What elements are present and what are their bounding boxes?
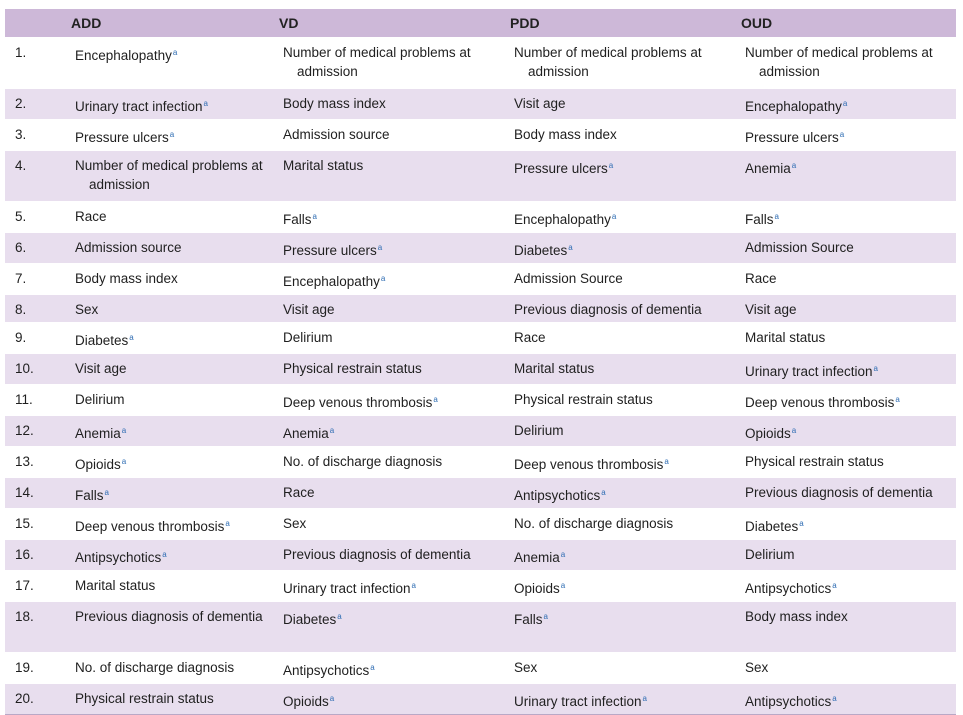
cell-text: Marital status	[745, 330, 826, 345]
cell-pdd	[506, 540, 737, 571]
cell-text: Delirium	[283, 330, 333, 345]
cell-text: Admission source	[283, 127, 390, 142]
cell-oud	[737, 89, 956, 120]
footnote-mark: a	[162, 550, 167, 559]
cell-pdd	[506, 602, 737, 653]
cell-vd	[275, 478, 506, 509]
footnote-mark: a	[791, 426, 797, 435]
rank-cell: 1.	[5, 38, 67, 89]
cell-text: Pressure ulcers$^a$	[75, 130, 175, 145]
cell-oud	[737, 323, 956, 354]
cell-add	[67, 202, 275, 233]
cell-text: Anemia$^a$	[745, 161, 797, 176]
header-add: ADD	[67, 9, 275, 38]
cell-pdd	[506, 202, 737, 233]
cell-vd	[275, 89, 506, 120]
cell-oud	[737, 120, 956, 151]
cell-text: Anemia$^a$	[283, 426, 335, 441]
table-row	[5, 202, 956, 233]
rank-cell: 11.	[5, 385, 67, 416]
rank-cell: 14.	[5, 478, 67, 509]
footnote-mark: a	[225, 519, 230, 528]
table-row	[5, 653, 956, 684]
cell-text: No. of discharge diagnosis	[75, 660, 235, 675]
cell-pdd	[506, 264, 737, 295]
rank-cell: 15.	[5, 509, 67, 540]
cell-text: Physical restrain status	[514, 392, 653, 407]
cell-pdd	[506, 120, 737, 151]
cell-vd	[275, 233, 506, 264]
cell-pdd	[506, 38, 737, 89]
table-row	[5, 295, 956, 323]
footnote-mark: a	[799, 519, 804, 528]
rank-cell: 9.	[5, 323, 67, 354]
cell-oud	[737, 354, 956, 385]
footnote-mark: a	[329, 694, 335, 703]
footnote-mark: a	[377, 243, 383, 252]
table-row	[5, 416, 956, 447]
footnote-mark: a	[312, 212, 317, 221]
rank-cell: 3.	[5, 120, 67, 151]
cell-text: Pressure ulcers$^a$	[514, 161, 614, 176]
rank-cell: 5.	[5, 202, 67, 233]
cell-text: Body mass index	[514, 127, 617, 142]
cell-oud	[737, 684, 956, 715]
cell-pdd	[506, 233, 737, 264]
table-row	[5, 571, 956, 602]
cell-vd	[275, 354, 506, 385]
cell-text: Marital status	[283, 158, 364, 173]
header-pdd: PDD	[506, 9, 737, 38]
cell-vd	[275, 447, 506, 478]
cell-text: Visit age	[75, 361, 127, 376]
footnote-mark: a	[543, 612, 548, 621]
cell-text: Physical restrain status	[283, 361, 422, 376]
cell-pdd	[506, 509, 737, 540]
cell-oud	[737, 478, 956, 509]
cell-text: Encephalopathy$^a$	[745, 99, 848, 114]
footnote-mark: a	[601, 488, 606, 497]
cell-add	[67, 323, 275, 354]
table-row	[5, 540, 956, 571]
cell-add	[67, 602, 275, 653]
footnote-mark: a	[608, 161, 614, 170]
cell-vd	[275, 38, 506, 89]
footnote-mark: a	[873, 364, 878, 373]
cell-pdd	[506, 478, 737, 509]
footnote-mark: a	[203, 99, 208, 108]
table-row	[5, 323, 956, 354]
footnote-mark: a	[560, 581, 566, 590]
footnote-mark: a	[411, 581, 416, 590]
cell-oud	[737, 385, 956, 416]
cell-text: Admission Source	[514, 271, 623, 286]
cell-oud	[737, 571, 956, 602]
cell-text: Race	[283, 485, 315, 500]
cell-add	[67, 89, 275, 120]
cell-text: Body mass index	[75, 271, 178, 286]
cell-text: Opioids$^a$	[283, 694, 335, 709]
table-row	[5, 602, 956, 653]
cell-text: Admission source	[75, 240, 182, 255]
cell-pdd	[506, 89, 737, 120]
cell-text: Previous diagnosis of dementia	[283, 547, 471, 562]
rank-cell: 16.	[5, 540, 67, 571]
table-row	[5, 38, 956, 89]
cell-add	[67, 151, 275, 202]
footnote-mark: a	[560, 550, 566, 559]
cell-text: No. of discharge diagnosis	[514, 516, 674, 531]
cell-add	[67, 509, 275, 540]
rank-cell: 19.	[5, 653, 67, 684]
footnote-mark: a	[370, 663, 375, 672]
cell-text: Body mass index	[745, 609, 848, 624]
cell-text: Encephalopathy$^a$	[514, 212, 617, 227]
feature-ranking-table	[5, 9, 956, 714]
cell-oud	[737, 416, 956, 447]
cell-text: Number of medical problems at admission	[514, 45, 702, 79]
cell-oud	[737, 151, 956, 202]
cell-text: Urinary tract infection$^a$	[745, 364, 878, 379]
cell-text: Previous diagnosis of dementia	[745, 485, 933, 500]
cell-text: Physical restrain status	[745, 454, 884, 469]
cell-text: Delirium	[75, 392, 125, 407]
cell-pdd	[506, 447, 737, 478]
cell-pdd	[506, 416, 737, 447]
cell-vd	[275, 202, 506, 233]
cell-add	[67, 233, 275, 264]
cell-text: Diabetes$^a$	[745, 519, 804, 534]
cell-text: Falls$^a$	[283, 212, 317, 227]
cell-add	[67, 295, 275, 323]
footnote-mark: a	[839, 130, 845, 139]
cell-vd	[275, 540, 506, 571]
cell-add	[67, 571, 275, 602]
cell-oud	[737, 653, 956, 684]
footnote-mark: a	[129, 333, 134, 342]
cell-text: Visit age	[283, 302, 335, 317]
footnote-mark: a	[664, 457, 669, 466]
cell-pdd	[506, 323, 737, 354]
cell-add	[67, 653, 275, 684]
cell-vd	[275, 323, 506, 354]
cell-add	[67, 478, 275, 509]
table-row	[5, 233, 956, 264]
cell-text: Number of medical problems at admission	[75, 158, 263, 192]
cell-text: Antipsychotics$^a$	[75, 550, 167, 565]
table-row	[5, 89, 956, 120]
cell-text: Antipsychotics$^a$	[745, 694, 837, 709]
cell-text: Race	[745, 271, 777, 286]
cell-pdd	[506, 385, 737, 416]
table-row	[5, 354, 956, 385]
cell-vd	[275, 385, 506, 416]
footnote-mark: a	[337, 612, 342, 621]
cell-text: Urinary tract infection$^a$	[75, 99, 208, 114]
cell-add	[67, 447, 275, 478]
cell-oud	[737, 602, 956, 653]
cell-oud	[737, 447, 956, 478]
cell-add	[67, 120, 275, 151]
ranking-table-container	[5, 9, 956, 715]
cell-text: Sex	[283, 516, 307, 531]
cell-text: Physical restrain status	[75, 691, 214, 706]
rank-cell: 2.	[5, 89, 67, 120]
rank-cell: 8.	[5, 295, 67, 323]
cell-vd	[275, 416, 506, 447]
table-row	[5, 385, 956, 416]
cell-pdd	[506, 151, 737, 202]
rank-cell: 6.	[5, 233, 67, 264]
footnote-mark: a	[380, 274, 386, 283]
rank-cell: 12.	[5, 416, 67, 447]
cell-text: Encephalopathy$^a$	[75, 48, 178, 63]
cell-text: Encephalopathy$^a$	[283, 274, 386, 289]
footnote-mark: a	[104, 488, 109, 497]
footnote-mark: a	[842, 99, 848, 108]
rank-cell: 4.	[5, 151, 67, 202]
table-row	[5, 151, 956, 202]
cell-vd	[275, 684, 506, 715]
cell-text: Race	[75, 209, 107, 224]
table-row	[5, 120, 956, 151]
footnote-mark: a	[832, 694, 837, 703]
cell-oud	[737, 38, 956, 89]
cell-text: Sex	[75, 302, 99, 317]
cell-text: Race	[514, 330, 546, 345]
cell-add	[67, 354, 275, 385]
cell-text: Falls$^a$	[514, 612, 548, 627]
cell-vd	[275, 509, 506, 540]
cell-text: Anemia$^a$	[514, 550, 566, 565]
cell-text: Number of medical problems at admission	[745, 45, 933, 79]
cell-add	[67, 540, 275, 571]
cell-text: Delirium	[514, 423, 564, 438]
rank-cell: 17.	[5, 571, 67, 602]
cell-text: Diabetes$^a$	[75, 333, 134, 348]
cell-vd	[275, 120, 506, 151]
cell-text: Marital status	[75, 578, 156, 593]
cell-pdd	[506, 354, 737, 385]
cell-text: Sex	[514, 660, 538, 675]
footnote-mark: a	[791, 161, 797, 170]
table-row	[5, 684, 956, 715]
footnote-mark: a	[121, 457, 127, 466]
rank-cell: 20.	[5, 684, 67, 715]
cell-pdd	[506, 571, 737, 602]
cell-oud	[737, 264, 956, 295]
cell-text: Urinary tract infection$^a$	[283, 581, 416, 596]
rank-cell: 7.	[5, 264, 67, 295]
rank-cell: 10.	[5, 354, 67, 385]
footnote-mark: a	[172, 48, 178, 57]
header-rank	[5, 9, 67, 38]
cell-text: Number of medical problems at admission	[283, 45, 471, 79]
cell-text: No. of discharge diagnosis	[283, 454, 443, 469]
cell-pdd	[506, 295, 737, 323]
cell-text: Anemia$^a$	[75, 426, 127, 441]
footnote-mark: a	[895, 395, 900, 404]
cell-vd	[275, 295, 506, 323]
table-row	[5, 478, 956, 509]
cell-text: Previous diagnosis of dementia	[75, 609, 263, 624]
cell-pdd	[506, 684, 737, 715]
footnote-mark: a	[433, 395, 438, 404]
cell-text: Antipsychotics$^a$	[283, 663, 375, 678]
cell-text: Visit age	[514, 96, 566, 111]
rank-cell: 13.	[5, 447, 67, 478]
table-row	[5, 509, 956, 540]
cell-text: Deep venous thrombosis$^a$	[75, 519, 230, 534]
cell-text: Diabetes$^a$	[514, 243, 573, 258]
footnote-mark: a	[832, 581, 837, 590]
cell-oud	[737, 509, 956, 540]
cell-add	[67, 416, 275, 447]
cell-text: Opioids$^a$	[745, 426, 797, 441]
cell-text: Admission Source	[745, 240, 854, 255]
cell-vd	[275, 151, 506, 202]
cell-text: Deep venous thrombosis$^a$	[514, 457, 669, 472]
cell-text: Previous diagnosis of dementia	[514, 302, 702, 317]
cell-text: Falls$^a$	[745, 212, 779, 227]
cell-text: Pressure ulcers$^a$	[745, 130, 845, 145]
cell-text: Falls$^a$	[75, 488, 109, 503]
cell-add	[67, 38, 275, 89]
cell-text: Diabetes$^a$	[283, 612, 342, 627]
table-body	[5, 38, 956, 715]
cell-oud	[737, 202, 956, 233]
cell-oud	[737, 295, 956, 323]
cell-text: Antipsychotics$^a$	[745, 581, 837, 596]
cell-vd	[275, 571, 506, 602]
footnote-mark: a	[329, 426, 335, 435]
cell-text: Urinary tract infection$^a$	[514, 694, 647, 709]
footnote-mark: a	[169, 130, 175, 139]
table-row	[5, 264, 956, 295]
header-row	[5, 9, 956, 38]
cell-text: Opioids$^a$	[514, 581, 566, 596]
footnote-mark: a	[642, 694, 647, 703]
header-oud: OUD	[737, 9, 956, 38]
cell-text: Antipsychotics$^a$	[514, 488, 606, 503]
cell-vd	[275, 264, 506, 295]
cell-text: Visit age	[745, 302, 797, 317]
footnote-mark: a	[121, 426, 127, 435]
cell-oud	[737, 233, 956, 264]
cell-text: Opioids$^a$	[75, 457, 127, 472]
cell-add	[67, 385, 275, 416]
cell-text: Deep venous thrombosis$^a$	[283, 395, 438, 410]
header-vd: VD	[275, 9, 506, 38]
footnote-mark: a	[611, 212, 617, 221]
cell-text: Delirium	[745, 547, 795, 562]
table-row	[5, 447, 956, 478]
cell-text: Body mass index	[283, 96, 386, 111]
cell-text: Deep venous thrombosis$^a$	[745, 395, 900, 410]
table-header	[5, 9, 956, 38]
cell-add	[67, 264, 275, 295]
cell-vd	[275, 653, 506, 684]
footnote-mark: a	[774, 212, 779, 221]
cell-vd	[275, 602, 506, 653]
cell-text: Marital status	[514, 361, 595, 376]
cell-text: Sex	[745, 660, 769, 675]
cell-oud	[737, 540, 956, 571]
cell-add	[67, 684, 275, 715]
cell-text: Pressure ulcers$^a$	[283, 243, 383, 258]
footnote-mark: a	[568, 243, 573, 252]
cell-pdd	[506, 653, 737, 684]
rank-cell: 18.	[5, 602, 67, 653]
